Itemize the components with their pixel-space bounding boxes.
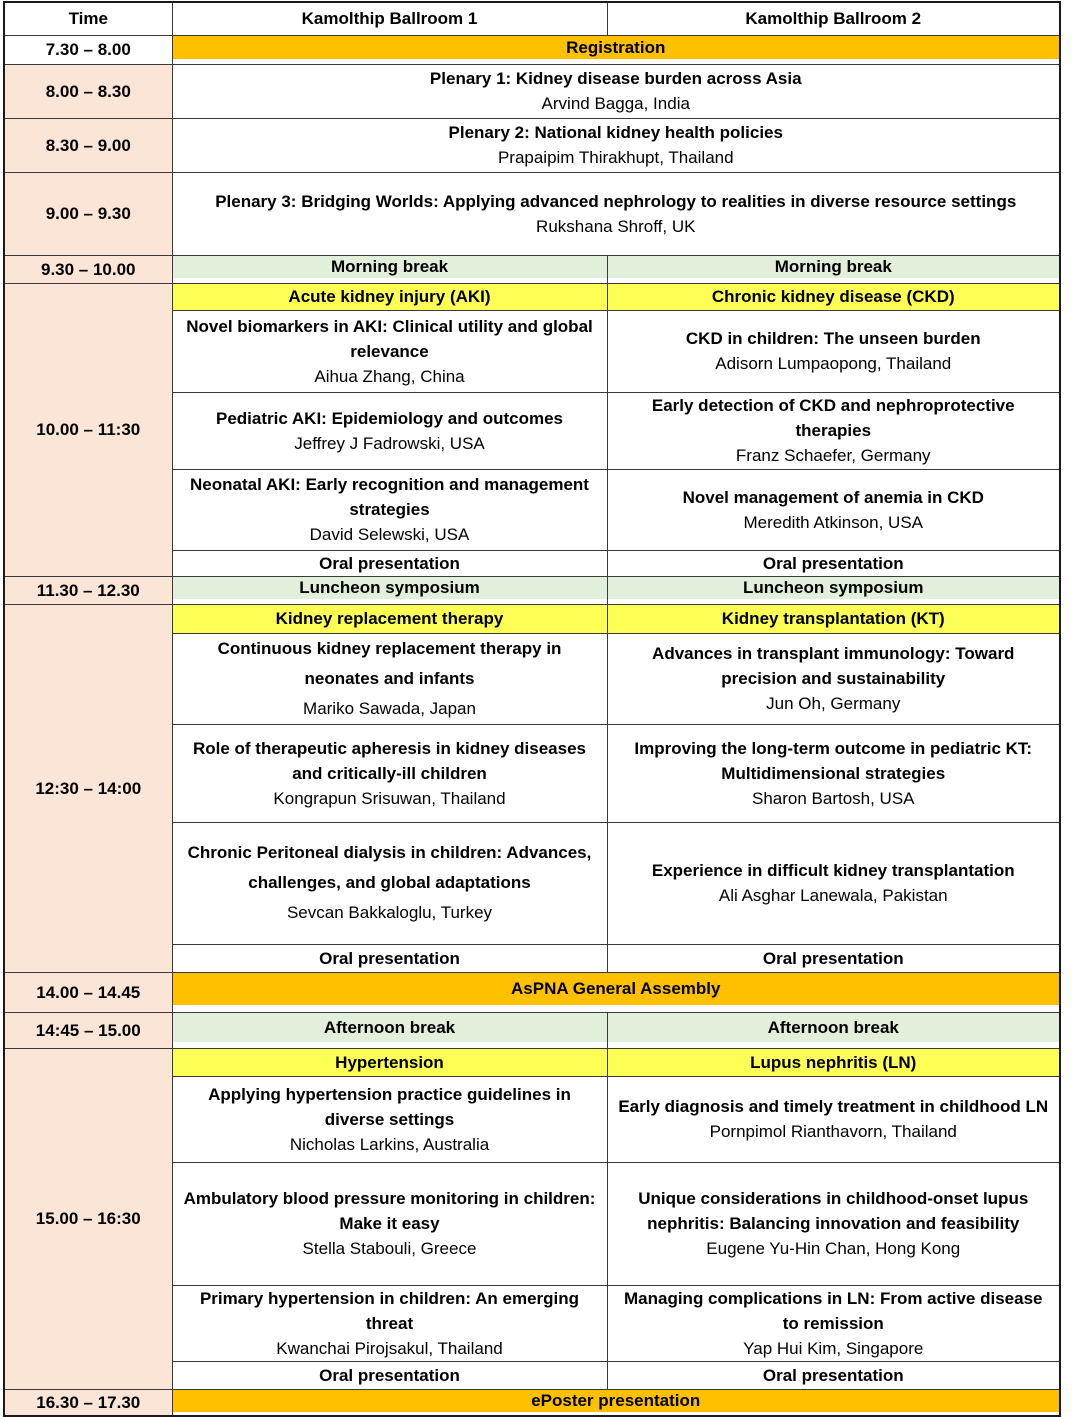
- oral-presentation-label: Oral presentation: [172, 1361, 607, 1389]
- talk-title: Novel management of anemia in CKD: [682, 487, 984, 507]
- talk-title: Pediatric AKI: Epidemiology and outcomes: [216, 408, 563, 428]
- talk-speaker: Sevcan Bakkaloglu, Turkey: [286, 903, 493, 922]
- talk-cell: [172, 1285, 607, 1361]
- talk-speaker: Aihua Zhang, China: [314, 366, 465, 386]
- oral-presentation-label: Oral presentation: [607, 944, 1060, 972]
- session1-header-row: [4, 283, 1060, 310]
- talk-speaker: Eugene Yu-Hin Chan, Hong Kong: [706, 1239, 961, 1258]
- registration-cell: [172, 35, 1060, 64]
- talk-cell: [607, 633, 1060, 724]
- afternoon-break-label-r2: Afternoon break: [608, 1013, 1060, 1042]
- plenary2-title: Plenary 2: National kidney health policies: [448, 123, 783, 142]
- plenary3-cell: [172, 172, 1060, 255]
- talk-speaker: Kwanchai Pirojsakul, Thailand: [276, 1338, 503, 1358]
- time-cell-luncheon: 11.30 – 12.30: [4, 576, 172, 604]
- talk-cell: [172, 724, 607, 822]
- talk-title: Role of therapeutic apheresis in kidney diseases and critically-ill children: [192, 738, 587, 783]
- plenary1-row: [4, 64, 1060, 118]
- talk-title: Advances in transplant immunology: Toward precision and sustainability: [652, 644, 1015, 688]
- talk-speaker: Adisorn Lumpaopong, Thailand: [715, 354, 952, 373]
- session2-r1-header: Kidney replacement therapy: [172, 604, 607, 633]
- afternoon-break-cell-r2: [607, 1012, 1060, 1048]
- talk-cell: [607, 1076, 1060, 1162]
- talk-title: Ambulatory blood pressure monitoring in children: Make it easy: [183, 1189, 596, 1233]
- talk-title: Experience in difficult kidney transplantation: [651, 861, 1015, 880]
- time-cell-plenary2: 8.30 – 9.00: [4, 118, 172, 172]
- morning-break-label-r1: Morning break: [173, 256, 607, 278]
- assembly-cell: [172, 972, 1060, 1012]
- registration-row: [4, 35, 1060, 64]
- morning-break-row: [4, 255, 1060, 283]
- oral-presentation-label: Oral presentation: [607, 1361, 1060, 1389]
- talk-cell: [607, 392, 1060, 469]
- session3-r1-header: Hypertension: [172, 1048, 607, 1076]
- talk-cell: [607, 310, 1060, 392]
- oral-presentation-label: Oral presentation: [607, 550, 1060, 576]
- oral-presentation-label: Oral presentation: [172, 944, 607, 972]
- talk-cell: [172, 392, 607, 469]
- luncheon-row: [4, 576, 1060, 604]
- header-row: [4, 2, 1060, 35]
- talk-title: Neonatal AKI: Early recognition and management strategies: [190, 475, 589, 519]
- talk-speaker: Jeffrey J Fadrowski, USA: [294, 433, 485, 453]
- luncheon-cell-r2: [607, 576, 1060, 604]
- talk-speaker: Franz Schaefer, Germany: [735, 446, 931, 465]
- talk-title: Early diagnosis and timely treatment in childhood LN: [618, 1097, 1049, 1116]
- talk-speaker: Kongrapun Srisuwan, Thailand: [273, 788, 506, 808]
- assembly-banner: AsPNA General Assembly: [173, 973, 1060, 1005]
- oral-presentation-label: Oral presentation: [172, 550, 607, 576]
- session3-r2-header: Lupus nephritis (LN): [607, 1048, 1060, 1076]
- afternoon-break-label-r1: Afternoon break: [173, 1013, 607, 1042]
- time-cell-registration: 7.30 – 8.00: [4, 35, 172, 64]
- schedule-table: [3, 1, 1061, 1417]
- talk-cell: [607, 469, 1060, 550]
- plenary2-row: [4, 118, 1060, 172]
- talk-cell: [607, 1285, 1060, 1361]
- morning-break-cell-r1: [172, 255, 607, 283]
- plenary3-row: [4, 172, 1060, 255]
- talk-speaker: Yap Hui Kim, Singapore: [743, 1338, 924, 1358]
- talk-cell: [172, 310, 607, 392]
- talk-speaker: Ali Asghar Lanewala, Pakistan: [718, 886, 948, 905]
- time-cell-morning-break: 9.30 – 10.00: [4, 255, 172, 283]
- talk-title: Improving the long-term outcome in pediatric KT: Multidimensional strategies: [634, 738, 1033, 783]
- luncheon-cell-r1: [172, 576, 607, 604]
- plenary1-speaker: Arvind Bagga, India: [541, 94, 690, 113]
- talk-title: Managing complications in LN: From active disease to remission: [624, 1288, 1043, 1333]
- talk-cell: [172, 1162, 607, 1285]
- talk-cell: [172, 633, 607, 724]
- morning-break-label-r2: Morning break: [608, 256, 1060, 278]
- talk-cell: [607, 724, 1060, 822]
- time-cell-session2: 12:30 – 14:00: [4, 604, 172, 972]
- time-cell-session1: 10.00 – 11:30: [4, 283, 172, 576]
- session3-header-row: [4, 1048, 1060, 1076]
- talk-cell: [172, 1076, 607, 1162]
- talk-speaker: Stella Stabouli, Greece: [302, 1239, 477, 1258]
- time-cell-eposter: 16.30 – 17.30: [4, 1389, 172, 1416]
- talk-speaker: Sharon Bartosh, USA: [751, 788, 915, 808]
- talk-speaker: David Selewski, USA: [309, 525, 470, 544]
- morning-break-cell-r2: [607, 255, 1060, 283]
- plenary2-speaker: Prapaipim Thirakhupt, Thailand: [497, 148, 734, 167]
- plenary1-title: Plenary 1: Kidney disease burden across Asia: [429, 69, 802, 88]
- talk-speaker: Meredith Atkinson, USA: [743, 512, 924, 532]
- afternoon-break-row: [4, 1012, 1060, 1048]
- plenary3-title: Plenary 3: Bridging Worlds: Applying advanced nephrology to realities in diverse resource settings: [215, 191, 1017, 211]
- talk-title: Applying hypertension practice guidelines in diverse settings: [208, 1084, 571, 1129]
- talk-title: Chronic Peritoneal dialysis in children: Advances, challenges, and global adaptations: [187, 843, 592, 892]
- session2-r2-header: Kidney transplantation (KT): [607, 604, 1060, 633]
- time-cell-plenary1: 8.00 – 8.30: [4, 64, 172, 118]
- talk-speaker: Mariko Sawada, Japan: [303, 698, 476, 718]
- eposter-cell: [172, 1389, 1060, 1416]
- assembly-row: [4, 972, 1060, 1012]
- talk-cell: [172, 822, 607, 944]
- talk-title: Continuous kidney replacement therapy in neonates and infants: [217, 638, 562, 688]
- talk-speaker: Pornpimol Rianthavorn, Thailand: [709, 1122, 957, 1141]
- afternoon-break-cell-r1: [172, 1012, 607, 1048]
- eposter-banner: ePoster presentation: [173, 1390, 1060, 1412]
- talk-speaker: Nicholas Larkins, Australia: [289, 1134, 490, 1154]
- session1-r1-header: Acute kidney injury (AKI): [172, 283, 607, 310]
- eposter-row: [4, 1389, 1060, 1416]
- talk-cell: [607, 822, 1060, 944]
- plenary2-cell: [172, 118, 1060, 172]
- talk-title: Primary hypertension in children: An emerging threat: [199, 1288, 580, 1333]
- talk-title: Unique considerations in childhood-onset lupus nephritis: Balancing innovation and feasibility: [638, 1189, 1029, 1233]
- plenary1-cell: [172, 64, 1060, 118]
- talk-cell: [607, 1162, 1060, 1285]
- plenary3-speaker: Rukshana Shroff, UK: [536, 216, 696, 236]
- luncheon-label-r2: Luncheon symposium: [608, 577, 1060, 599]
- column-header-time: Time: [4, 2, 172, 35]
- time-cell-session3: 15.00 – 16:30: [4, 1048, 172, 1389]
- column-header-ballroom2: Kamolthip Ballroom 2: [607, 2, 1060, 35]
- column-header-ballroom1: Kamolthip Ballroom 1: [172, 2, 607, 35]
- talk-title: CKD in children: The unseen burden: [685, 329, 981, 348]
- talk-title: Early detection of CKD and nephroprotective therapies: [651, 396, 1015, 440]
- session1-r2-header: Chronic kidney disease (CKD): [607, 283, 1060, 310]
- talk-title: Novel biomarkers in AKI: Clinical utility and global relevance: [186, 316, 593, 361]
- luncheon-label-r1: Luncheon symposium: [173, 577, 607, 599]
- talk-cell: [172, 469, 607, 550]
- registration-banner: Registration: [173, 36, 1060, 59]
- time-cell-assembly: 14.00 – 14.45: [4, 972, 172, 1012]
- time-cell-afternoon-break: 14:45 – 15.00: [4, 1012, 172, 1048]
- time-cell-plenary3: 9.00 – 9.30: [4, 172, 172, 255]
- session2-header-row: [4, 604, 1060, 633]
- talk-speaker: Jun Oh, Germany: [766, 694, 901, 713]
